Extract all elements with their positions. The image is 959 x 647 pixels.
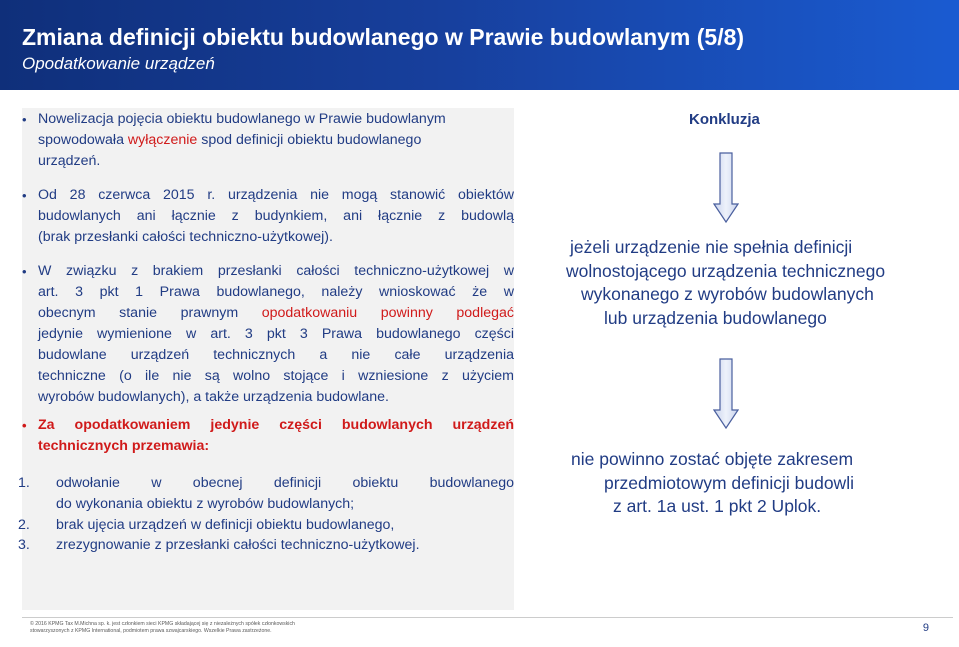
text-line: przedmiotowym definicji budowli	[604, 472, 854, 493]
bullet-dot-icon: •	[22, 112, 27, 127]
bullet-4	[22, 415, 514, 457]
footer-copyright: © 2016 KPMG Tax M.Michna sp. k. jest członkiem sieci KPMG składającej się z niezależnych spółek członkowskich stowarzyszonych z KPMG International, podmiotem prawa szwajcarskiego. Wszelkie Prawa zastrzeżone.	[30, 621, 295, 634]
conclusion-result	[571, 448, 854, 519]
bullet-dot-icon: •	[22, 418, 27, 433]
page-number: 9	[922, 622, 929, 634]
text-line: lub urządzenia budowlanego	[604, 307, 827, 328]
text-line: obecnym stanie prawnym opodatkowaniu powinny podlegać	[38, 305, 514, 321]
text-line: W związku z brakiem przesłanki całości techniczno-użytkowej w	[38, 263, 514, 279]
text-line: budowlanych ani łącznie z budynkiem, ani łącznie z budowlą	[38, 208, 514, 224]
text-line: brak ujęcia urządzeń w definicji obiektu budowlanego,	[56, 517, 395, 533]
bullet-3	[22, 261, 514, 408]
down-arrow-icon	[713, 152, 739, 224]
footer-divider	[22, 617, 953, 618]
text-line: wykonanego z wyrobów budowlanych	[581, 284, 874, 304]
bullet-dot-icon: •	[22, 188, 27, 203]
right-panel	[527, 108, 953, 610]
list-number: 2.	[18, 517, 30, 533]
text-line: jeżeli urządzenie nie spełnia definicji	[570, 237, 853, 257]
text-line: z art. 1a ust. 1 pkt 2 Uplok.	[613, 496, 822, 516]
text-line: budowlane urządzeń technicznych a nie całe urządzenia	[38, 347, 514, 363]
text-line: wolnostojącego urządzenia technicznego	[566, 260, 886, 281]
slide-title: Zmiana definicji obiektu budowlanego w Prawie budowlanym (5/8)	[22, 24, 745, 50]
text-line: urządzeń.	[38, 153, 101, 169]
text-line: wyrobów budowlanych), a także urządzenia budowlane.	[38, 389, 389, 405]
down-arrow-icon	[713, 358, 739, 430]
list-item	[18, 515, 514, 536]
bullet-1	[22, 109, 514, 172]
text-line: odwołanie w obecnej definicji obiektu budowlanego	[56, 475, 514, 491]
text-line: art. 3 pkt 1 Prawa budowlanego, należy wnioskować że w	[38, 284, 514, 300]
text-line: techniczne (o ile nie są wolno stojące i wzniesione z użyciem	[38, 368, 514, 384]
list-item	[18, 535, 514, 556]
bullet-2	[22, 185, 514, 248]
text-line: Od 28 czerwca 2015 r. urządzenia nie mogą stanowić obiektów	[38, 187, 514, 203]
text-line: do wykonania obiektu z wyrobów budowlanych;	[56, 496, 355, 512]
text-line: Nowelizacja pojęcia obiektu budowlanego w Prawie budowlanym	[38, 111, 446, 127]
text-line: (brak przesłanki całości techniczno-użytkowej).	[38, 229, 333, 245]
highlight-text: wyłączenie	[127, 132, 198, 148]
text-line: nie powinno zostać objęte zakresem	[571, 449, 854, 469]
text-line: spowodowała wyłączenie spod definicji obiektu budowlanego	[38, 132, 422, 148]
header-banner	[0, 0, 959, 90]
conclusion-condition	[566, 236, 886, 330]
conclusion-heading: Konkluzja	[689, 111, 760, 128]
text-line: technicznych przemawia:	[38, 438, 210, 454]
list-number: 3.	[18, 537, 30, 553]
text-line: Za opodatkowaniem jedynie części budowlanych urządzeń	[38, 417, 514, 433]
text-line: zrezygnowanie z przesłanki całości techniczno-użytkowej.	[56, 537, 420, 553]
highlight-text: opodatkowaniu powinny podlegać	[261, 305, 514, 321]
slide-subtitle: Opodatkowanie urządzeń	[22, 54, 215, 73]
bullet-dot-icon: •	[22, 264, 27, 279]
list-item	[18, 473, 514, 515]
text-line: jedynie wymienione w art. 3 pkt 3 Prawa budowlanego części	[38, 326, 514, 342]
list-number: 1.	[18, 475, 30, 491]
